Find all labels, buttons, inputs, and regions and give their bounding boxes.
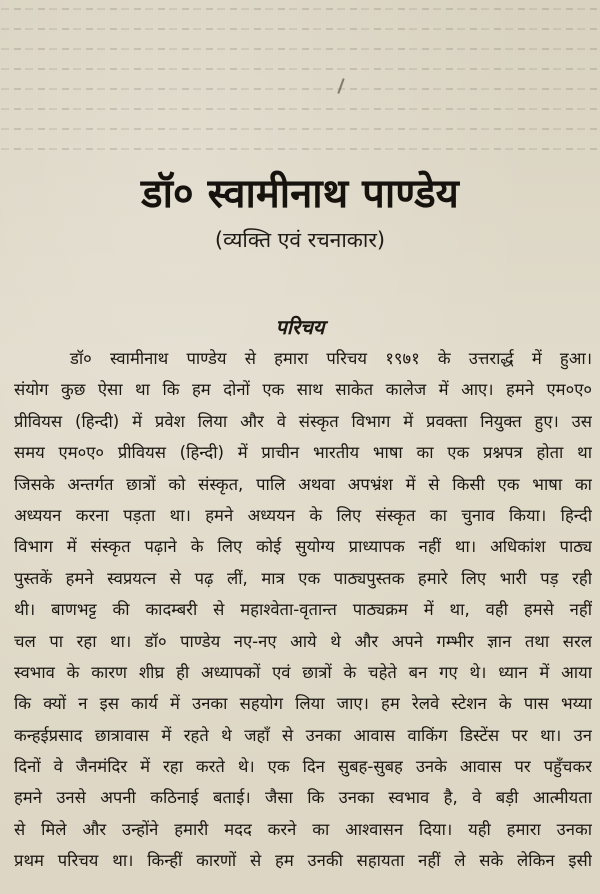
section-heading: परिचय xyxy=(275,315,325,339)
paragraph-line: संयोग कुछ ऐसा था कि हम दोनों एक साथ साकेत कालेज में आए। हमने एम०ए० xyxy=(14,380,592,400)
paragraph-line: थी। बाणभट्ट की कादम्बरी से महाश्वेता-वृतान्त पाठ्यक्रम में था, वही हमसे नहीं xyxy=(14,600,592,620)
paragraph-line: प्रथम परिचय था। किन्हीं कारणों से हम उनकी सहायता नहीं ले सके लेकिन इसी xyxy=(14,851,592,871)
page-title: डॉ० स्वामीनाथ पाण्डेय xyxy=(141,171,459,217)
paragraph-line: से मिले और उन्होंने हमारी मदद करने का आश्वासन दिया। यही हमारा उनका xyxy=(14,819,592,839)
paragraph-line: प्रीवियस (हिन्दी) में प्रवेश लिया और वे संस्कृत विभाग में प्रवक्ता नियुक्त हुए। उस xyxy=(14,411,592,431)
paragraph-line: कन्हईप्रसाद छात्रावास में रहते थे जहाँ से उनका आवास वाकिंग डिस्टेंस पर था। उन xyxy=(14,725,592,745)
page-subtitle: (व्यक्ति एवं रचनाकार) xyxy=(214,228,386,252)
paragraph-line: डॉ० स्वामीनाथ पाण्डेय से हमारा परिचय १९७१ के उत्तरार्द्ध में हुआ। xyxy=(70,349,592,368)
paragraph-line: अध्ययन करना पड़ता था। हमने अध्ययन के लिए संस्कृत का चुनाव किया। हिन्दी xyxy=(14,505,592,525)
paragraph-line: समय एम०ए० प्रीवियस (हिन्दी) में प्राचीन भारतीय भाषा का एक प्रश्नपत्र होता था xyxy=(14,443,592,463)
paragraph-line: पुस्तकें हमने स्वप्रयत्न से पढ़ लीं, मात्र एक पाठ्यपुस्तक हमारे लिए भारी पड़ रही xyxy=(14,568,592,588)
paragraph-line: हमने उनसे अपनी कठिनाई बताई। जैसा कि उनका स्वभाव है, वे बड़ी आत्मीयता xyxy=(14,788,592,808)
paragraph-line: जिसके अन्तर्गत छात्रों को संस्कृत, पालि अथवा अपभ्रंश में से किसी एक भाषा का xyxy=(14,474,592,494)
paragraph-line: स्वभाव के कारण शीघ्र ही अध्यापकों एवं छात्रों के चहेते बन गए थे। ध्यान में आया xyxy=(14,662,592,682)
paragraph-line: विभाग में संस्कृत पढ़ाने के लिए कोई सुयोग्य प्राध्यापक नहीं था। अधिकांश पाठ्य xyxy=(14,537,592,557)
paragraph-line: चल पा रहा था। डॉ० पाण्डेय नए-नए आये थे और अपने गम्भीर ज्ञान तथा सरल xyxy=(14,631,592,651)
paragraph-line: कि क्यों न इस कार्य में उनका सहयोग लिया जाए। हम रेलवे स्टेशन के पास भय्या xyxy=(14,694,592,714)
bleed-through-text xyxy=(0,0,600,170)
paragraph-line: दिनों वे जैनमंदिर में रहा करते थे। एक दिन सुबह-सुबह उनके आवास पर पहुँचकर xyxy=(14,757,592,777)
body-paragraph xyxy=(14,343,592,877)
